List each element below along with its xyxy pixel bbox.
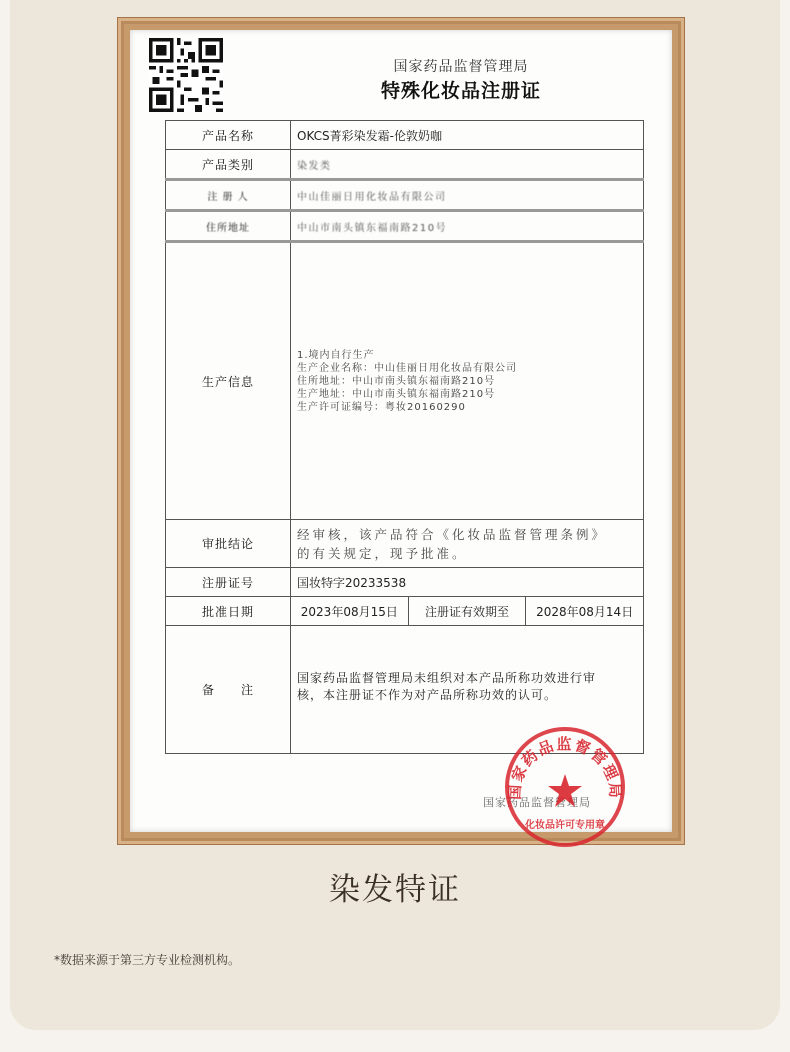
row-approval-date (166, 597, 644, 626)
certificate-table (165, 120, 644, 754)
approval-date-value: 2023年08月15日 (291, 597, 409, 626)
address-label: 住所地址 (166, 211, 291, 242)
production-line: 生产地址：中山市南头镇东福南路210号 (297, 388, 496, 400)
registrant-label: 注 册 人 (166, 180, 291, 211)
conclusion-line: 经审核，该产品符合《化妆品监督管理条例》 (297, 526, 608, 542)
row-product-name (166, 121, 644, 150)
row-registrant (166, 180, 644, 211)
row-address (166, 211, 644, 242)
production-line: 生产许可证编号：粤妆20160290 (297, 401, 466, 413)
production-info (291, 242, 644, 520)
reg-number-value: 国妆特字20233538 (291, 568, 644, 597)
caption: 染发特证 (329, 872, 461, 908)
conclusion-line: 的有关规定，现予批准。 (297, 545, 468, 561)
row-reg-number (166, 568, 644, 597)
row-production (166, 242, 644, 520)
official-seal (502, 724, 628, 850)
production-line: 生产企业名称：中山佳丽日用化妆品有限公司 (297, 362, 517, 374)
footnote: *数据来源于第三方专业检测机构。 (54, 953, 241, 967)
certificate-frame (117, 17, 685, 845)
seal-overlap-text: 国家药品监督管理局 (483, 796, 591, 809)
reg-number-label: 注册证号 (166, 568, 291, 597)
seal-bottom-text: 化妆品许可专用章 (525, 820, 605, 831)
qr-code (149, 38, 223, 112)
approval-date-label: 批准日期 (166, 597, 291, 626)
product-name-value: OKCS菁彩染发霜-伦敦奶咖 (291, 121, 644, 150)
seal-ring-text: 国家药品监督管理局 (505, 735, 625, 801)
conclusion-text (291, 520, 644, 568)
product-category-value: 染发类 (291, 150, 644, 180)
production-line: 住所地址：中山市南头镇东福南路210号 (297, 375, 496, 387)
certificate-title: 特殊化妆品注册证 (380, 80, 541, 102)
row-product-category (166, 150, 644, 180)
production-line: 1.境内自行生产 (297, 349, 375, 361)
row-conclusion (166, 520, 644, 568)
address-value: 中山市南头镇东福南路210号 (291, 211, 644, 242)
remarks-line: 核，本注册证不作为对产品所称功效的认可。 (297, 688, 558, 702)
validity-value: 2028年08月14日 (526, 597, 644, 626)
remarks-line: 国家药品监督管理局未组织对本产品所称功效进行审 (297, 671, 597, 685)
conclusion-label: 审批结论 (166, 520, 291, 568)
validity-label: 注册证有效期至 (408, 597, 526, 626)
issuer-name: 国家药品监督管理局 (393, 59, 529, 75)
production-label: 生产信息 (166, 242, 291, 520)
product-category-label: 产品类别 (166, 150, 291, 180)
registrant-value: 中山佳丽日用化妆品有限公司 (291, 180, 644, 211)
product-name-label: 产品名称 (166, 121, 291, 150)
star-icon (548, 774, 582, 807)
remarks-label: 备 注 (166, 626, 291, 754)
certificate-document (130, 30, 672, 832)
